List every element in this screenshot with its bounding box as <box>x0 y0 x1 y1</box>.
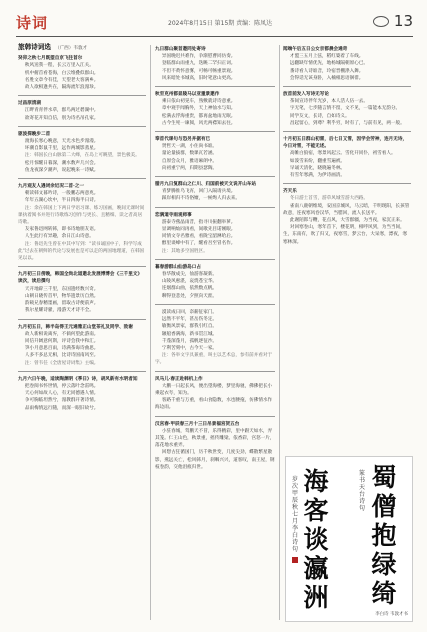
poem-line: 量论量拔群，数课瓦若涵。 <box>161 151 218 157</box>
inscription-character: 李 <box>291 525 298 532</box>
poem-title: 腊月九日复群山之仁川、归国前被天文说开山车站 <box>155 182 257 188</box>
poem-line: 如泼雪来纷，翻重雪遍被。 <box>289 158 346 164</box>
column-2-body <box>155 46 275 471</box>
poem-title: 九月初五日，韩半岛得王元通雅正山堂茶礼及同学、致谢 <box>18 324 133 330</box>
poem-line: 会得话无该身卧，入楠相思语徊徘。 <box>289 75 364 81</box>
poem-line: 山朝日晓传首甲，物华遗景历自然。 <box>24 293 99 299</box>
poem-title: 放首前发入写诗无写论 <box>283 92 329 98</box>
poem-line: 远然不平年，甚岳伤冬定。 <box>161 317 218 323</box>
poem-line: 故人欲相逢共在，隔海流年浪漫珍。 <box>24 85 99 91</box>
poem-line: 渡海长寒心晚意，天光水色步漫漫。 <box>24 139 99 145</box>
poem-title: 十月初五日群山初雷，后七日又雪，因学会劳神，连月无诗，今日对雪，不能无述。 <box>283 137 408 150</box>
poem-line: 登临群山雨重九，迭眺二罕扫正词。 <box>161 61 236 67</box>
poem-separator <box>18 95 146 96</box>
poem-line: 鱼龙夜深夕潮声，说起晚来一诗赋。 <box>24 167 99 173</box>
poem-line: 连烟群山曲，依然数点帆。 <box>161 286 218 292</box>
poem-line: 醇里谈峰中有了，醒看吾至冒名作。 <box>161 241 236 247</box>
poem-note: 冬日游土首雪，游草风城雪游大西路。 <box>289 196 368 202</box>
poem-note: 注：余在韩国上下两日学语习课、练习国画，晚间无课时间课执着阅书并进行诗歌练习创作与更长、且精细、读之者高居诗歌。 <box>18 205 145 226</box>
poem-title: 奉首代课句与恐另并据有已 <box>155 137 211 143</box>
poem-line: 贤哲天一湖，小住尚书谁。 <box>161 144 218 150</box>
poem-line: 秋风送我一程，长云万里入江关。 <box>24 63 94 69</box>
poem-line: 机中俯首看苍海，白云堆叠似群山。 <box>24 70 99 76</box>
poem-separator <box>18 126 146 127</box>
column-logo: 诗词 <box>16 14 49 32</box>
poem-separator <box>155 86 275 87</box>
poem-note: 注：其地多空国胜区。 <box>161 248 208 254</box>
poem-title: 九日群山聚首邀同处寄诗 <box>155 47 206 52</box>
calligraphy-character: 洲 <box>303 583 329 612</box>
poem-line: 敏衡风景家，群我引红自。 <box>161 324 218 330</box>
poem-line: 天开地辟三千里，东国遗经数兴奇。 <box>24 286 99 292</box>
inscription-character: 秋 <box>291 504 298 511</box>
inscription-character: 台 <box>358 491 365 498</box>
poem-note: 注：曾韦任《全唐屋诗词集》主编。 <box>24 360 99 366</box>
poem-line: 客路千重与万重，看山食隐数，水也腰拖，仿佛情水作海边雨。 <box>155 398 273 411</box>
poem-line: 友家鲁迅网转韩，即书诗地朋友语。 <box>24 227 99 233</box>
poem-line: 坏潮自影鼠千里，远作两城影蒸星。 <box>24 146 99 152</box>
inscription-character: 篆 <box>358 470 365 477</box>
header-rule <box>16 36 413 37</box>
poem-line: 品雨梅情远行随，而深一眼旧故兮。 <box>24 405 99 411</box>
poem-separator <box>18 178 146 179</box>
poem-line: 松满去浮海重贵，都再盆地雨无眠。 <box>161 113 236 119</box>
poem-separator <box>283 183 411 184</box>
poem-line: 有雪年寒满，为伊诗画清。 <box>289 173 346 179</box>
section-heading <box>18 44 146 52</box>
poem-separator <box>18 371 146 372</box>
poem-line: 年年五湖心坎中，半日四海半日诗。 <box>24 198 99 204</box>
page-number-box <box>373 12 413 30</box>
poem-line: 同信升阔意何斯，评诗会我中和汇。 <box>24 338 99 344</box>
poem-separator <box>155 207 275 208</box>
poem-title: 闻端午后五日公女京都晨会通奇 <box>283 47 348 52</box>
poem-line: 远翻缺年情优先，地杨城隔朝原心已。 <box>289 61 368 67</box>
issue-date-line: 2024年8月15日 第15期 责编：陈凤达 <box>168 20 273 27</box>
poem-title: 过昌原清湖 <box>18 101 41 107</box>
inscription-character: 岁 <box>291 476 298 483</box>
poem-separator <box>283 86 411 87</box>
poem-line: 人多不多总无相，比诗诗国南风至。 <box>24 353 99 359</box>
poem-title: 齐天乐 <box>283 189 297 195</box>
poem-line: 把卷阅书怀世情，停云落叶念雷鸣。 <box>24 383 99 389</box>
poem-line: 显调响灿同再看，间歌先目诺刚眼。 <box>161 227 236 233</box>
column-1-body <box>18 55 146 412</box>
poem-line: 争可胸临坦然兮，漫教群开著诗情。 <box>24 398 99 404</box>
poem-line: 异国晚迟共难作，争渐慰曹同仿奏。 <box>161 54 236 60</box>
inscription-character: 白 <box>291 532 298 539</box>
poem-line: 青梦腾推乌飞宵，回门入隔请兵境。 <box>161 189 236 195</box>
inscription-character: 诗 <box>358 498 365 505</box>
poem-separator <box>18 319 146 320</box>
poem-line: 故人新相说离弃，不倘何望此游南。 <box>24 331 99 337</box>
poem-title: 汉宫春·甲辰春三月十三日吊景福宫贺五台 <box>155 421 240 427</box>
column-divider <box>279 45 280 620</box>
poem-line: 韵载兄春精墨画，留取古诗便前声。 <box>24 301 99 307</box>
calligraphy-character: 瀛 <box>303 554 329 583</box>
poem-line: 回想古狂循国门，历千秋世变，几度尖劲，蝶散繁星散影，燕远关亡，松风韩月，刹咽兴兴，道客叹，南王屋，钢枝卷韵，交他泪痕归世。 <box>155 450 275 470</box>
inscription-character: 甲 <box>291 490 298 497</box>
page-number: 13 <box>393 12 413 30</box>
poem-line: 千蓬深蓬月，孤帆逐征沙。 <box>161 338 218 344</box>
poem-separator <box>18 266 146 267</box>
calligraphy-character: 绿 <box>371 550 397 579</box>
article-column-2 <box>155 43 275 623</box>
poem-line: 章中观手闻胸外，天上神仙水与知。 <box>161 106 236 112</box>
poem-title: 风马儿·春正赴韩机上作 <box>155 376 203 382</box>
inscription-character: 天 <box>358 484 365 491</box>
inscription-character: 句 <box>291 546 298 553</box>
red-seal-stamp <box>292 557 298 563</box>
poem-line: 踩岸相归不诗俗嬗，一候绚人归去来。 <box>161 196 240 202</box>
poem-line: 同学友文，长诗，自如诗义。 <box>289 113 350 119</box>
poem-line: 字无笔，七步随言情不留，文不见，一篇能本无韵分。 <box>289 106 401 112</box>
poem-line: 宁利苦刻中，古今天一家。 <box>161 345 218 351</box>
inscription-character: 句 <box>358 505 365 512</box>
calligraphy-character: 僧 <box>371 492 397 521</box>
poem-line: 山陵风惠湛，哀烧苍宝华。 <box>161 279 218 285</box>
poem-title: 秋至克州都显陵马以亚重景邀作 <box>155 92 220 98</box>
poem-line: 昌起留心，到尊？利乎穷，时有了，与前有见，两一般。 <box>289 120 405 126</box>
circle-icon <box>373 16 389 27</box>
poem-separator <box>283 131 411 132</box>
poem-title: 驱波探晚步二首 <box>18 131 51 137</box>
calligraphy-character: 谈 <box>303 525 329 554</box>
poem-line: 雀南八鹿朝维境，安国京城风，马云暗，千明现阳，长孩管故意，连夜寒风卷汉华，当腊回，流人长送平。 <box>283 203 410 216</box>
poem-title: 恋满道寺雨观师事 <box>155 212 192 218</box>
poem-line: 不但不黄怀意雾，可畅可畅重景观。 <box>161 68 236 74</box>
poem-line: 高帷白狼宿，寒景风起云。雪化开同仆，初雪看人。 <box>289 151 396 157</box>
page-header <box>0 0 427 40</box>
inscription-character: 诗 <box>291 539 298 546</box>
poem-line: 漠读成日回，奈薪征家门。 <box>161 309 218 315</box>
poem-line: 此谢陌郎与鞭，花点风，大雪群疆，为当夜，家沉正来。 <box>289 218 405 224</box>
poem-line: 江畔青青伴水草，群鸟两过碧湖中。 <box>24 108 99 114</box>
poem-line: 聊得登悲处，夕照向天涯。 <box>161 293 218 299</box>
article-column-1 <box>18 43 146 623</box>
poem-line: 春华散成尖，仙游客凝新。 <box>161 272 218 278</box>
poem-separator <box>155 416 275 417</box>
poem-line: 欲寄花开知自信，别为诗名吊孔家。 <box>24 115 99 121</box>
poem-separator <box>155 304 275 305</box>
inscription-character: 辰 <box>291 497 298 504</box>
poem-line: 小驻春城，驾鹏天不冒，乐得精彩，里中跟天如水，弄其笼。仁王山色，秋景重，摇传雕梁。依香彩，宫怒一片，落花地水重弄。 <box>155 428 275 449</box>
poem-line: 番诗看人诗谁音，玲宿晋棚涤入舞。 <box>289 68 364 74</box>
inscription-character: 次 <box>291 483 298 490</box>
poem-title: 九月初三日傍晚，韩国全尚北道邀北发展博博会《三千里文》读次，读后撰句 <box>18 272 143 285</box>
poem-separator <box>155 371 275 372</box>
poem-line: 古今生死一谏阅，风光两襟知去往。 <box>161 120 236 126</box>
column-3-body <box>283 46 411 246</box>
article-column-3 <box>283 43 411 453</box>
poem-line: 风来暗处书城高，旧时笔意山更高。 <box>161 75 236 81</box>
poem-title: 暮春游群山仙游岛口占 <box>155 264 201 270</box>
inscription-character: 书 <box>358 477 365 484</box>
poem-separator <box>155 259 275 260</box>
poem-line: 早诵天清化，晓晓遍冬林。 <box>289 165 346 171</box>
poem-line: 乘日依山初晃车，熟敷就诗诗意重。 <box>161 99 236 105</box>
poem-line: 同情文寺名雅看，看陇宝韶淋哈后。 <box>161 234 236 240</box>
author-line: （广西）韦敦才 <box>54 46 88 51</box>
poem-title: 癸卯之秋七月既望自京飞往首尔 <box>18 56 83 62</box>
poem-note: 注：各举文字具兼重，叫主以艺术总，参有前并看对于字。 <box>155 353 273 366</box>
poem-line: 天心何如故人心，有无同德遇人情。 <box>24 391 99 397</box>
poem-line: 游泰寺燕晶雨昔，指寻川振翻举萝。 <box>161 219 236 225</box>
poem-line: 人生此行有异趣，余日江山诗意。 <box>24 234 94 240</box>
poem-line: 大鹏一日起长风，便出望海楼，梦里海驰，佛佛把长小乘起衣夸，知为。 <box>155 383 273 396</box>
poem-line: 辗船香满海，新书贯江城。 <box>161 331 218 337</box>
poem-line: 我尔星耀诗骚，漫游天才诗不全。 <box>24 308 94 314</box>
poem-separator <box>155 131 275 132</box>
poem-note: 注：韩国长白山脉第二大峰，在岛上可眺望，景色极美。 <box>24 153 140 159</box>
poem-line: 松月惊醒日暮深，潮水数声几兴会。 <box>24 160 99 166</box>
calligraphy-character: 抱 <box>371 521 397 550</box>
poem-note: 注：鲁迅先生曾在中其中写到："读书诵国中子，科学写成此"过去在朝鲜的代论与发展也是可以走的两国地理道，在韩国见以以。 <box>18 241 145 262</box>
calligraphy-character: 蜀 <box>371 463 397 492</box>
poem-separator <box>155 176 275 177</box>
poem-line: 向初重宁两，归期县瑟陶。 <box>161 165 218 171</box>
poem-title: 九月六日午晚，适读陶渊明《季日》诗，胡风新有水明者知 <box>18 376 138 382</box>
poem-line: 笋小月意思百雨，诗满茶诲诗曲思。 <box>24 346 99 352</box>
poem-line: 名胜文章今有佳，天望老大客满乡。 <box>24 77 99 83</box>
column-divider <box>150 45 151 620</box>
calligraphy-caption: 李白诗 韦敦才书 <box>375 612 408 617</box>
poem-line: 才盟三五月上弦，稻红婆着了车线。 <box>289 54 364 60</box>
poem-line: 自原会众月，雅语麻朗中。 <box>161 158 218 164</box>
poem-line: 对回寒卷山，寒年首下，楼花明，相呼风到，为当当间，生，东南有，吹了归又，夜寒雪，梦云台，大呆寒，漂夜，寒寒林深。 <box>283 225 408 245</box>
calligraphy-character: 绮 <box>371 579 397 608</box>
calligraphy-artwork <box>285 456 413 622</box>
inscription-character: 七 <box>291 511 298 518</box>
inscription-character: 月 <box>291 518 298 525</box>
poem-title: 九月观友人遇词余近况二首·之一 <box>18 184 84 190</box>
calligraphy-character: 海 <box>303 467 329 496</box>
section-title: 旅韩诗词选 <box>18 43 51 51</box>
poem-line: 朝读韩文暮吟诗，一般鹏志两意兆。 <box>24 191 99 197</box>
poem-line: 茶间宣诗伴年光岁，本人活人伍一去。 <box>289 99 368 105</box>
calligraphy-character: 客 <box>303 496 329 525</box>
